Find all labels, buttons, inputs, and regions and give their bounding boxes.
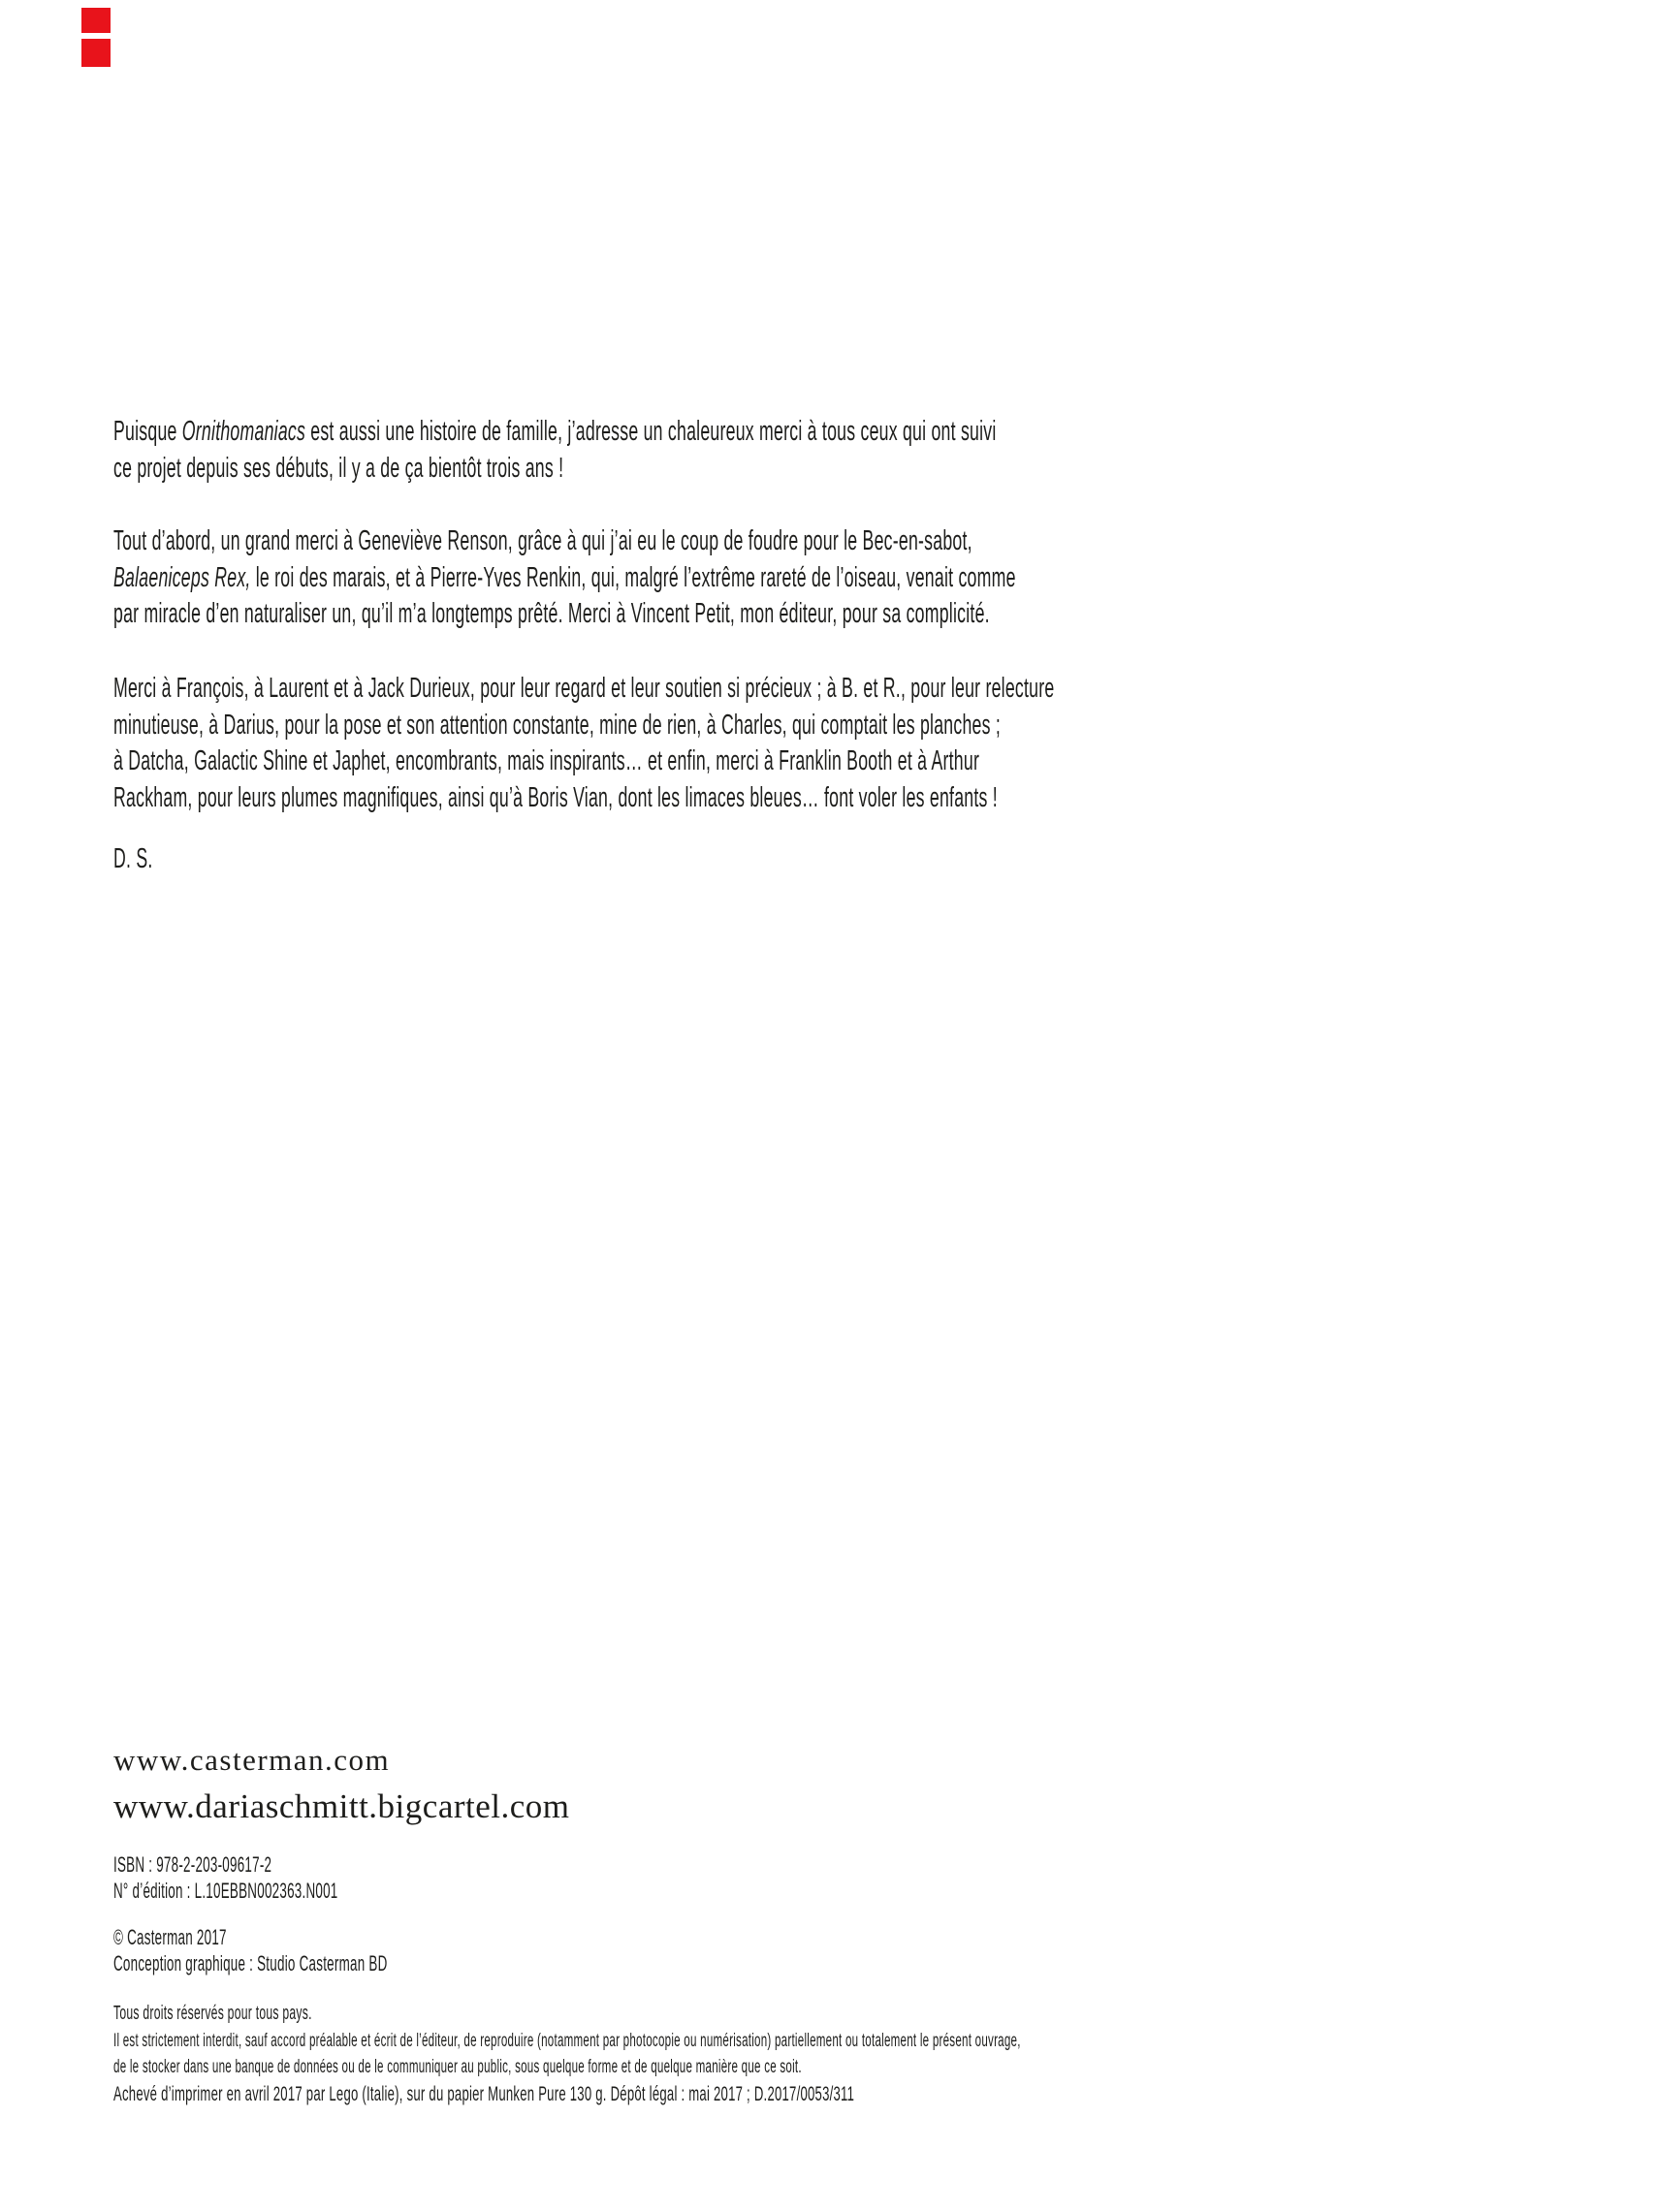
acknowledgments-paragraph-3 (113, 671, 1054, 816)
legal-notice-block (113, 2001, 1021, 2107)
acknowledgments-paragraph-2 (113, 523, 1016, 633)
edition-number-line: N° d’édition : L.10EBBN002363.N001 (113, 1879, 338, 1903)
copyright-line: © Casterman 2017 (113, 1925, 227, 1949)
graphic-design-line: Conception graphique : Studio Casterman BD (113, 1951, 388, 1975)
text-line: ce projet depuis ses débuts, il y a de ça bientôt trois ans ! (113, 452, 564, 484)
text-line (113, 414, 997, 451)
publisher-website-url: www.casterman.com (113, 1743, 391, 1777)
author-initials: D. S. (113, 843, 153, 874)
legal-text-line-2: de le stocker dans une banque de données ou de le communiquer au public, sous quelque forme et de quelque manière que ce soit. (113, 2057, 802, 2077)
text-line: Merci à François, à Laurent et à Jack Durieux, pour leur regard et leur soutien si précieux ; à B. et R., pour leur relecture (113, 673, 1055, 704)
text-line: à Datcha, Galactic Shine et Japhet, encombrants, mais inspirants… et enfin, merci à Franklin Booth et à Arthur (113, 745, 980, 776)
red-print-mark-bottom (81, 39, 111, 67)
printing-info-line: Achevé d’imprimer en avril 2017 par Lego (Italie), sur du papier Munken Pure 130 g. Dépôt légal : mai 2017 ; D.2017/0053/311 (113, 2081, 855, 2105)
isbn-line: ISBN : 978-2-203-09617-2 (113, 1852, 272, 1877)
acknowledgments-paragraph-1 (113, 414, 997, 487)
text-line: Rackham, pour leurs plumes magnifiques, ainsi qu’à Boris Vian, dont les limaces bleues… font voler les enfants ! (113, 781, 998, 813)
species-name-italic: Balaeniceps Rex, (113, 561, 251, 593)
copyright-block (113, 1924, 388, 1976)
text-line: par miracle d’en naturaliser un, qu’il m’a longtemps prêté. Merci à Vincent Petit, mon éditeur, pour sa complicité. (113, 598, 990, 629)
text-segment: est aussi une histoire de famille, j’adresse un chaleureux merci à tous ceux qui ont suivi (305, 416, 997, 447)
text-line (113, 560, 1016, 597)
rights-reserved-line: Tous droits réservés pour tous pays. (113, 2003, 312, 2024)
legal-text-line-1: Il est strictement interdit, sauf accord préalable et écrit de l’éditeur, de reproduire (notamment par photocopie ou numérisation) partiellement ou totalement le présent ouvrage, (113, 2030, 1021, 2051)
text-segment: Puisque (113, 416, 182, 447)
text-line: Tout d’abord, un grand merci à Geneviève Renson, grâce à qui j’ai eu le coup de foudre pour le Bec-en-sabot, (113, 525, 972, 556)
isbn-block (113, 1851, 338, 1904)
book-title-italic: Ornithomaniacs (181, 416, 306, 447)
red-print-mark-top (81, 8, 111, 33)
text-segment: le roi des marais, et à Pierre-Yves Renkin, qui, malgré l’extrême rareté de l’oiseau, venait comme (250, 561, 1016, 593)
text-line: minutieuse, à Darius, pour la pose et son attention constante, mine de rien, à Charles, qui comptait les planches ; (113, 709, 1002, 741)
author-website-url: www.dariaschmitt.bigcartel.com (113, 1787, 570, 1825)
